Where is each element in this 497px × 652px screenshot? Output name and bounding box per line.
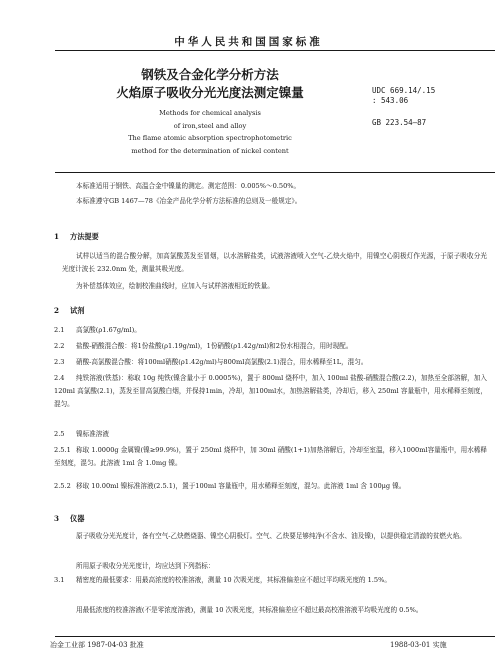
reagent-item [54, 372, 487, 411]
gb-number: GB 223.54—87 [372, 118, 427, 127]
item-text: 高氯酸(ρ1.67g/ml)。 [76, 326, 141, 334]
item-number: 2.2 [54, 342, 65, 350]
reagent-item [54, 428, 487, 441]
reagent-item [54, 340, 487, 353]
header-rule [55, 50, 495, 51]
body-paragraph: 试样以适当的混合酸分解，加高氯酸蒸发至冒烟，以水溶解盐类，试液溶液喷入空气-乙炔火焰中，用镍空心阴极灯作光源，于原子吸收分光光度计波长 232.0nm 处，测量其吸光度。 [62, 252, 487, 273]
item-text: 镍标准溶液 [76, 430, 109, 438]
reagent-item [54, 356, 487, 369]
title-en-line: method for the determination of nickel content [131, 146, 289, 155]
item-number: 3.1 [54, 576, 65, 584]
item-text: 纯铁溶液(铁基)：称取 10g 纯铁(镍含量小于 0.0005%)，置于 800ml 烧杯中，加入 100ml 盐酸-硝酸混合酸(2.2)，加热至全部溶解，加入 120ml 高氯酸(2.1)，蒸发至冒高氯酸白烟，并保持1min，冷却，加100ml水，加热溶解盐类，冷却后，移入 250ml 容量瓶中，用水稀释至刻度，混匀。 [54, 374, 487, 408]
item-number: 2.5.2 [54, 482, 71, 490]
item-text: 硝酸-高氯酸混合酸：将100ml硝酸(ρ1.42g/ml)与800ml高氯酸(2.1)混合，用水稀释至1L，混匀。 [76, 358, 368, 366]
title-cn-line1: 钢铁及合金化学分析方法 [141, 67, 279, 82]
title-rule [55, 172, 495, 173]
title-en-line: Methods for chemical analysis [159, 109, 261, 117]
instrument-item [54, 574, 487, 587]
section-title: 方法提要 [70, 232, 99, 241]
item-number: 2.5.1 [54, 446, 71, 454]
section-heading [54, 306, 84, 316]
body-paragraph: 为补偿基体效应，绘制校准曲线时，应加入与试样溶液相近的铁量。 [76, 282, 274, 290]
title-en-line: of iron,steel and alloy [173, 121, 247, 130]
intro-paragraph: 本标准遵守GB 1467—78《冶金产品化学分析方法标准的总则及一般规定》。 [76, 197, 302, 205]
title-en-line: The flame atomic absorption spectrophotometric [128, 134, 292, 143]
title-cn-line2: 火焰原子吸收分光光度法测定镍量 [116, 85, 304, 100]
reagent-item [54, 324, 487, 337]
udc-code-line2: : 543.06 [372, 96, 409, 105]
udc-code-line1: UDC 669.14/.15 [372, 86, 436, 95]
intro-paragraph: 本标准适用于钢铁、高温合金中镍量的测定。测定范围：0.005%～0.50%。 [76, 182, 301, 190]
section-number: 1 [54, 232, 60, 241]
section-title: 试剂 [70, 306, 85, 315]
item-text: 精密度的最低要求：用最高浓度的校准溶液，测量 10 次吸光度，其标准偏差应不超过平均吸光度的 1.5%。 [76, 576, 391, 584]
section-number: 3 [54, 514, 60, 523]
footer-rule [55, 636, 495, 637]
item-number: 2.1 [54, 326, 65, 334]
body-paragraph: 用最低浓度的校准溶液(不是零浓度溶液)，测量 10 次吸光度，其标准偏差应不超过最高校准溶液平均吸光度的 0.5%。 [76, 606, 423, 614]
item-number: 2.4 [54, 374, 65, 382]
item-number: 2.5 [54, 430, 65, 438]
item-number: 2.3 [54, 358, 65, 366]
standard-header: 中华人民共和国国家标准 [174, 36, 323, 48]
reagent-item [54, 444, 487, 470]
section-heading [54, 232, 99, 242]
section-number: 2 [54, 306, 60, 315]
title-en [80, 107, 340, 157]
body-paragraph: 原子吸收分光光度计，备有空气-乙炔燃烧器、镍空心阴极灯。空气、乙炔要足够纯净(不含水、油及镍)，以提供稳定清澈的贫燃火焰。 [76, 532, 466, 540]
item-text: 移取 10.00ml 镍标准溶液(2.5.1)，置于100ml 容量瓶中，用水稀释至刻度，混匀。此溶液 1ml 含 100μg 镍。 [76, 482, 406, 490]
implementation-date: 1988-03-01 实施 [390, 641, 447, 649]
section-heading [54, 514, 84, 524]
section-title: 仪器 [70, 514, 85, 523]
reagent-item [54, 480, 487, 493]
approval-date: 冶金工业部 1987-04-03 批准 [50, 641, 144, 649]
body-paragraph: 所用原子吸收分光光度计，均应达到下列指标： [76, 562, 215, 570]
item-text: 称取 1.0000g 金属镍(镍≥99.9%)，置于 250ml 烧杯中，加 30ml 硝酸(1+1)加热溶解后，冷却至室温，移入1000ml容量瓶中，用水稀释至刻度，混匀。此溶液 1ml 含 1.0mg 镍。 [54, 446, 487, 467]
item-text: 盐酸-硝酸混合酸：将1份盐酸(ρ1.19g/ml)，1份硝酸(ρ1.42g/ml)和2份水相混合，用时现配。 [76, 342, 353, 350]
